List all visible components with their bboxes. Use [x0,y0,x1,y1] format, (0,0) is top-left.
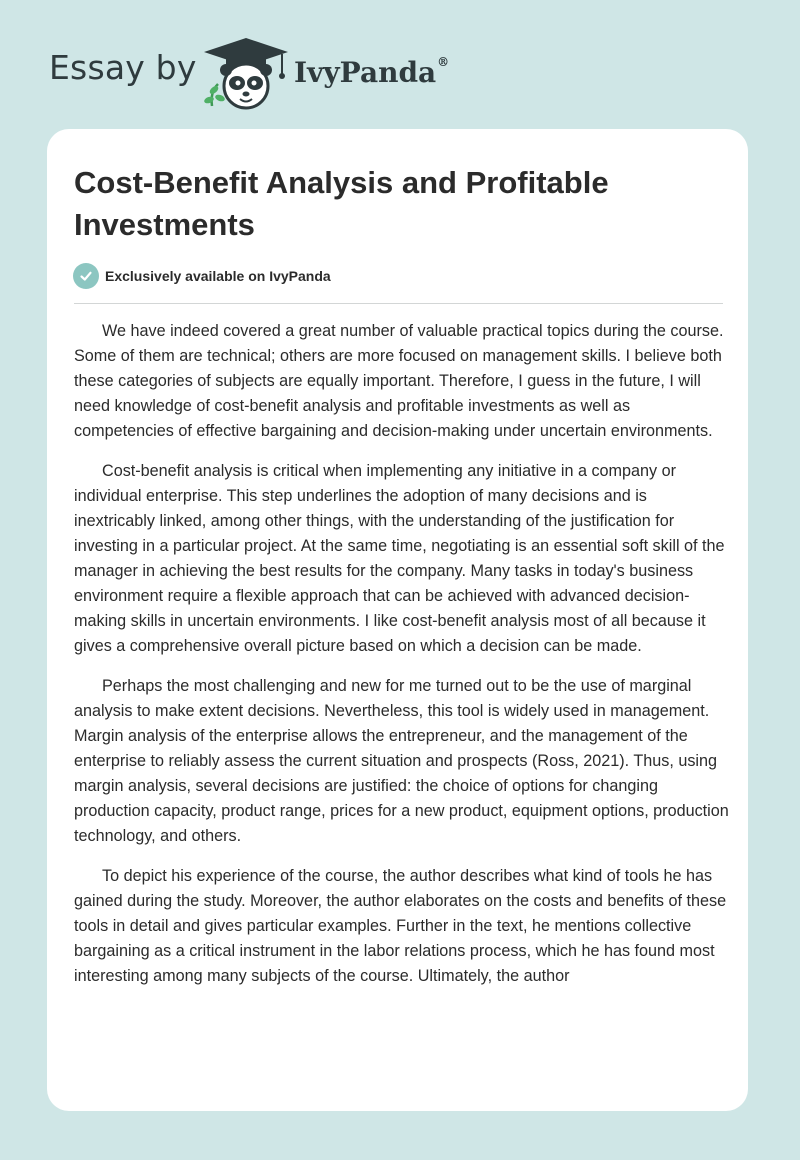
brand-name-text: IvyPanda [294,56,437,89]
registered-mark: ® [437,54,450,69]
essay-card [47,129,748,1111]
divider [74,303,723,304]
paragraph: Cost-benefit analysis is critical when implementing any initiative in a company or individual enterprise. This step underlines the adoption of many decisions and is inextricably linked, among other things, with the understanding of the justification for investing in a particular project. At the same time, negotiating is an essential soft skill of the manager in achieving the best results for the company. Many tasks in today's business environment require a flexible approach that can be achieved with advanced decision-making skills in uncertain environments. I like cost-benefit analysis most of all because it gives a comprehensive overall picture based on which a decision can be made. [74,462,725,655]
exclusive-badge [73,262,331,290]
brand-name[interactable] [294,56,449,89]
paragraph: To depict his experience of the course, the author describes what kind of tools he has gained during the study. Moreover, the author elaborates on the costs and benefits of these tools in detail and gives particular examples. Further in the text, he mentions collective bargaining as a critical instrument in the labor relations process, which he has found most interesting among many subjects of the course. Ultimately, the author [74,867,727,985]
paragraph: We have indeed covered a great number of valuable practical topics during the course. Some of them are technical; others are more focused on management skills. I believe both these categories of subjects are equally important. Therefore, I guess in the future, I will need knowledge of cost-benefit analysis and profitable investments as well as competencies of effective bargaining and decision-making under uncertain environments. [74,322,724,440]
panda-graduation-cap-icon[interactable] [200,36,292,110]
essay-body [74,319,729,1004]
paragraph: Perhaps the most challenging and new for me turned out to be the use of marginal analysis to make extent decisions. Nevertheless, this tool is widely used in management. Margin analysis of the enterprise allows the entrepreneur, and the management of the enterprise to reliably assess the current situation and prospects (Ross, 2021). Thus, using margin analysis, several decisions are justified: the choice of options for changing production capacity, product range, prices for a new product, equipment options, production technology, and others. [74,677,729,845]
brand-prefix: Essay by [49,48,197,87]
badge-text: Exclusively available on IvyPanda [105,268,331,284]
check-icon [73,263,99,289]
site-header [0,0,800,125]
page-title: Cost-Benefit Analysis and Profitable Investments [74,165,609,242]
